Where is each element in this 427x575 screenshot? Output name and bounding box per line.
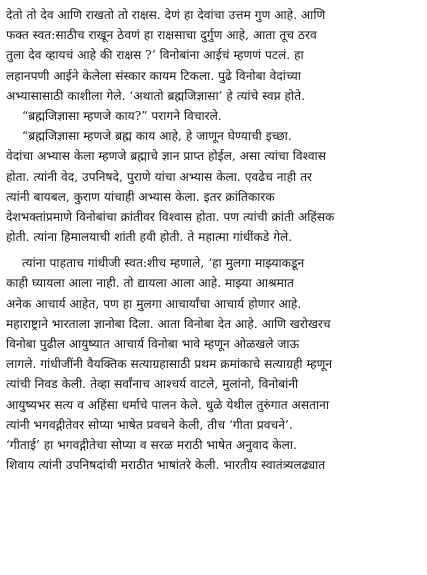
text-line: त्यांनी बायबल, कुराण यांचाही अभ्यास केला. इतर क्रांतिकारक bbox=[6, 189, 275, 204]
text-line: त्यांनी भगवद्गीतेवर सोप्या भाषेत प्रवचने केली, तीच ‘गीता प्रवचने’. bbox=[6, 417, 293, 432]
text-line: “ब्रह्मजिज्ञासा म्हणजे ब्रह्म काय आहे, हे जाणून घेण्याची इच्छा. bbox=[22, 129, 292, 144]
paragraph bbox=[6, 126, 421, 146]
body-text bbox=[6, 5, 421, 475]
text-line: शिवाय त्यांनी उपनिषदांची मराठीत भाषांतरे केली. भारतीय स्वातंत्र्यलढ्यात bbox=[6, 458, 326, 473]
text-line: आयुष्यभर सत्य व अहिंसा धर्माचे पालन केले. धुळे येथील तुरुंगात असताना bbox=[6, 397, 330, 412]
paragraph bbox=[6, 106, 421, 126]
paragraph bbox=[6, 5, 421, 106]
text-line: फक्त स्वत:साठीच राखून ठेवणं हा राक्षसाचा दुर्गुण आहे, आता तूच ठरव bbox=[6, 28, 317, 43]
text-line: त्यांची निवड केली. तेव्हा सर्वांनाच आश्चर्य वाटले, मुलांनो, विनोबांनी bbox=[6, 377, 299, 392]
text-line: होती. त्यांना हिमालयाची शांती हवी होती. ते महात्मा गांधींकडे गेले. bbox=[6, 230, 293, 245]
text-line: ‘गीताई’ हा भगवद्गीतेचा सोप्या व सरळ मराठी भाषेत अनुवाद केला. bbox=[6, 437, 297, 452]
text-line: काही घ्यायला आला नाही. तो द्यायला आला आहे. माझ्या आश्रमात bbox=[6, 276, 294, 291]
text-line: अनेक आचार्य आहेत, पण हा मुलगा आचार्यांचा आचार्य होणार आहे. bbox=[6, 296, 302, 311]
text-line: त्यांना पाहताच गांधीजी स्वत:शीच म्हणाले, ‘हा मुलगा माझ्याकडून bbox=[22, 256, 305, 271]
text-line: तुला देव व्हायचं आहे की राक्षस ?’ विनोबांना आईचं म्हणणं पटलं. हा bbox=[6, 48, 304, 63]
text-line: वेदांचा अभ्यास केला म्हणजे ब्रह्माचे ज्ञान प्राप्त होईल, असा त्यांचा विश्वास bbox=[6, 149, 326, 164]
paragraph bbox=[6, 146, 421, 247]
text-line: महाराष्ट्राने भारताला ज्ञानोबा दिला. आता विनोबा देत आहे. आणि खरोखरच bbox=[6, 316, 331, 331]
text-line: देशभक्तांप्रमाणे विनोबांचा क्रांतीवर विश्वास होता. पण त्यांची क्रांती अहिंसक bbox=[6, 209, 335, 224]
paragraph bbox=[6, 253, 421, 273]
text-line: अभ्यासासाठी काशीला गेले. ‘अथातो ब्रह्मजिज्ञासा’ हे त्यांचे स्वप्न होते. bbox=[6, 88, 305, 103]
text-line: होता. त्यांनी वेद, उपनिषदे, पुराणे यांचा अभ्यास केला. एवढेच नाही तर bbox=[6, 169, 313, 184]
text-line: लागले. गांधीजींनी वैयक्तिक सत्याग्रहासाठी प्रथम क्रमांकाचे सत्याग्रही म्हणून bbox=[6, 357, 333, 372]
text-line: “ब्रह्मजिज्ञासा म्हणजे काय?” परागने विचारले. bbox=[22, 108, 222, 123]
text-line: देतो तो देव आणि राखतो तो राक्षस. देणं हा देवांचा उत्तम गुण आहे. आणि bbox=[6, 8, 326, 22]
text-line: विनोबा पुढील आयुष्यात आचार्य विनोबा भावे म्हणून ओळखले जाऊ bbox=[6, 337, 300, 351]
text-line: लहानपणी आईने केलेला संस्कार कायम टिकला. पुढे विनोबा वेदांच्या bbox=[6, 68, 301, 83]
paragraph bbox=[6, 273, 421, 475]
